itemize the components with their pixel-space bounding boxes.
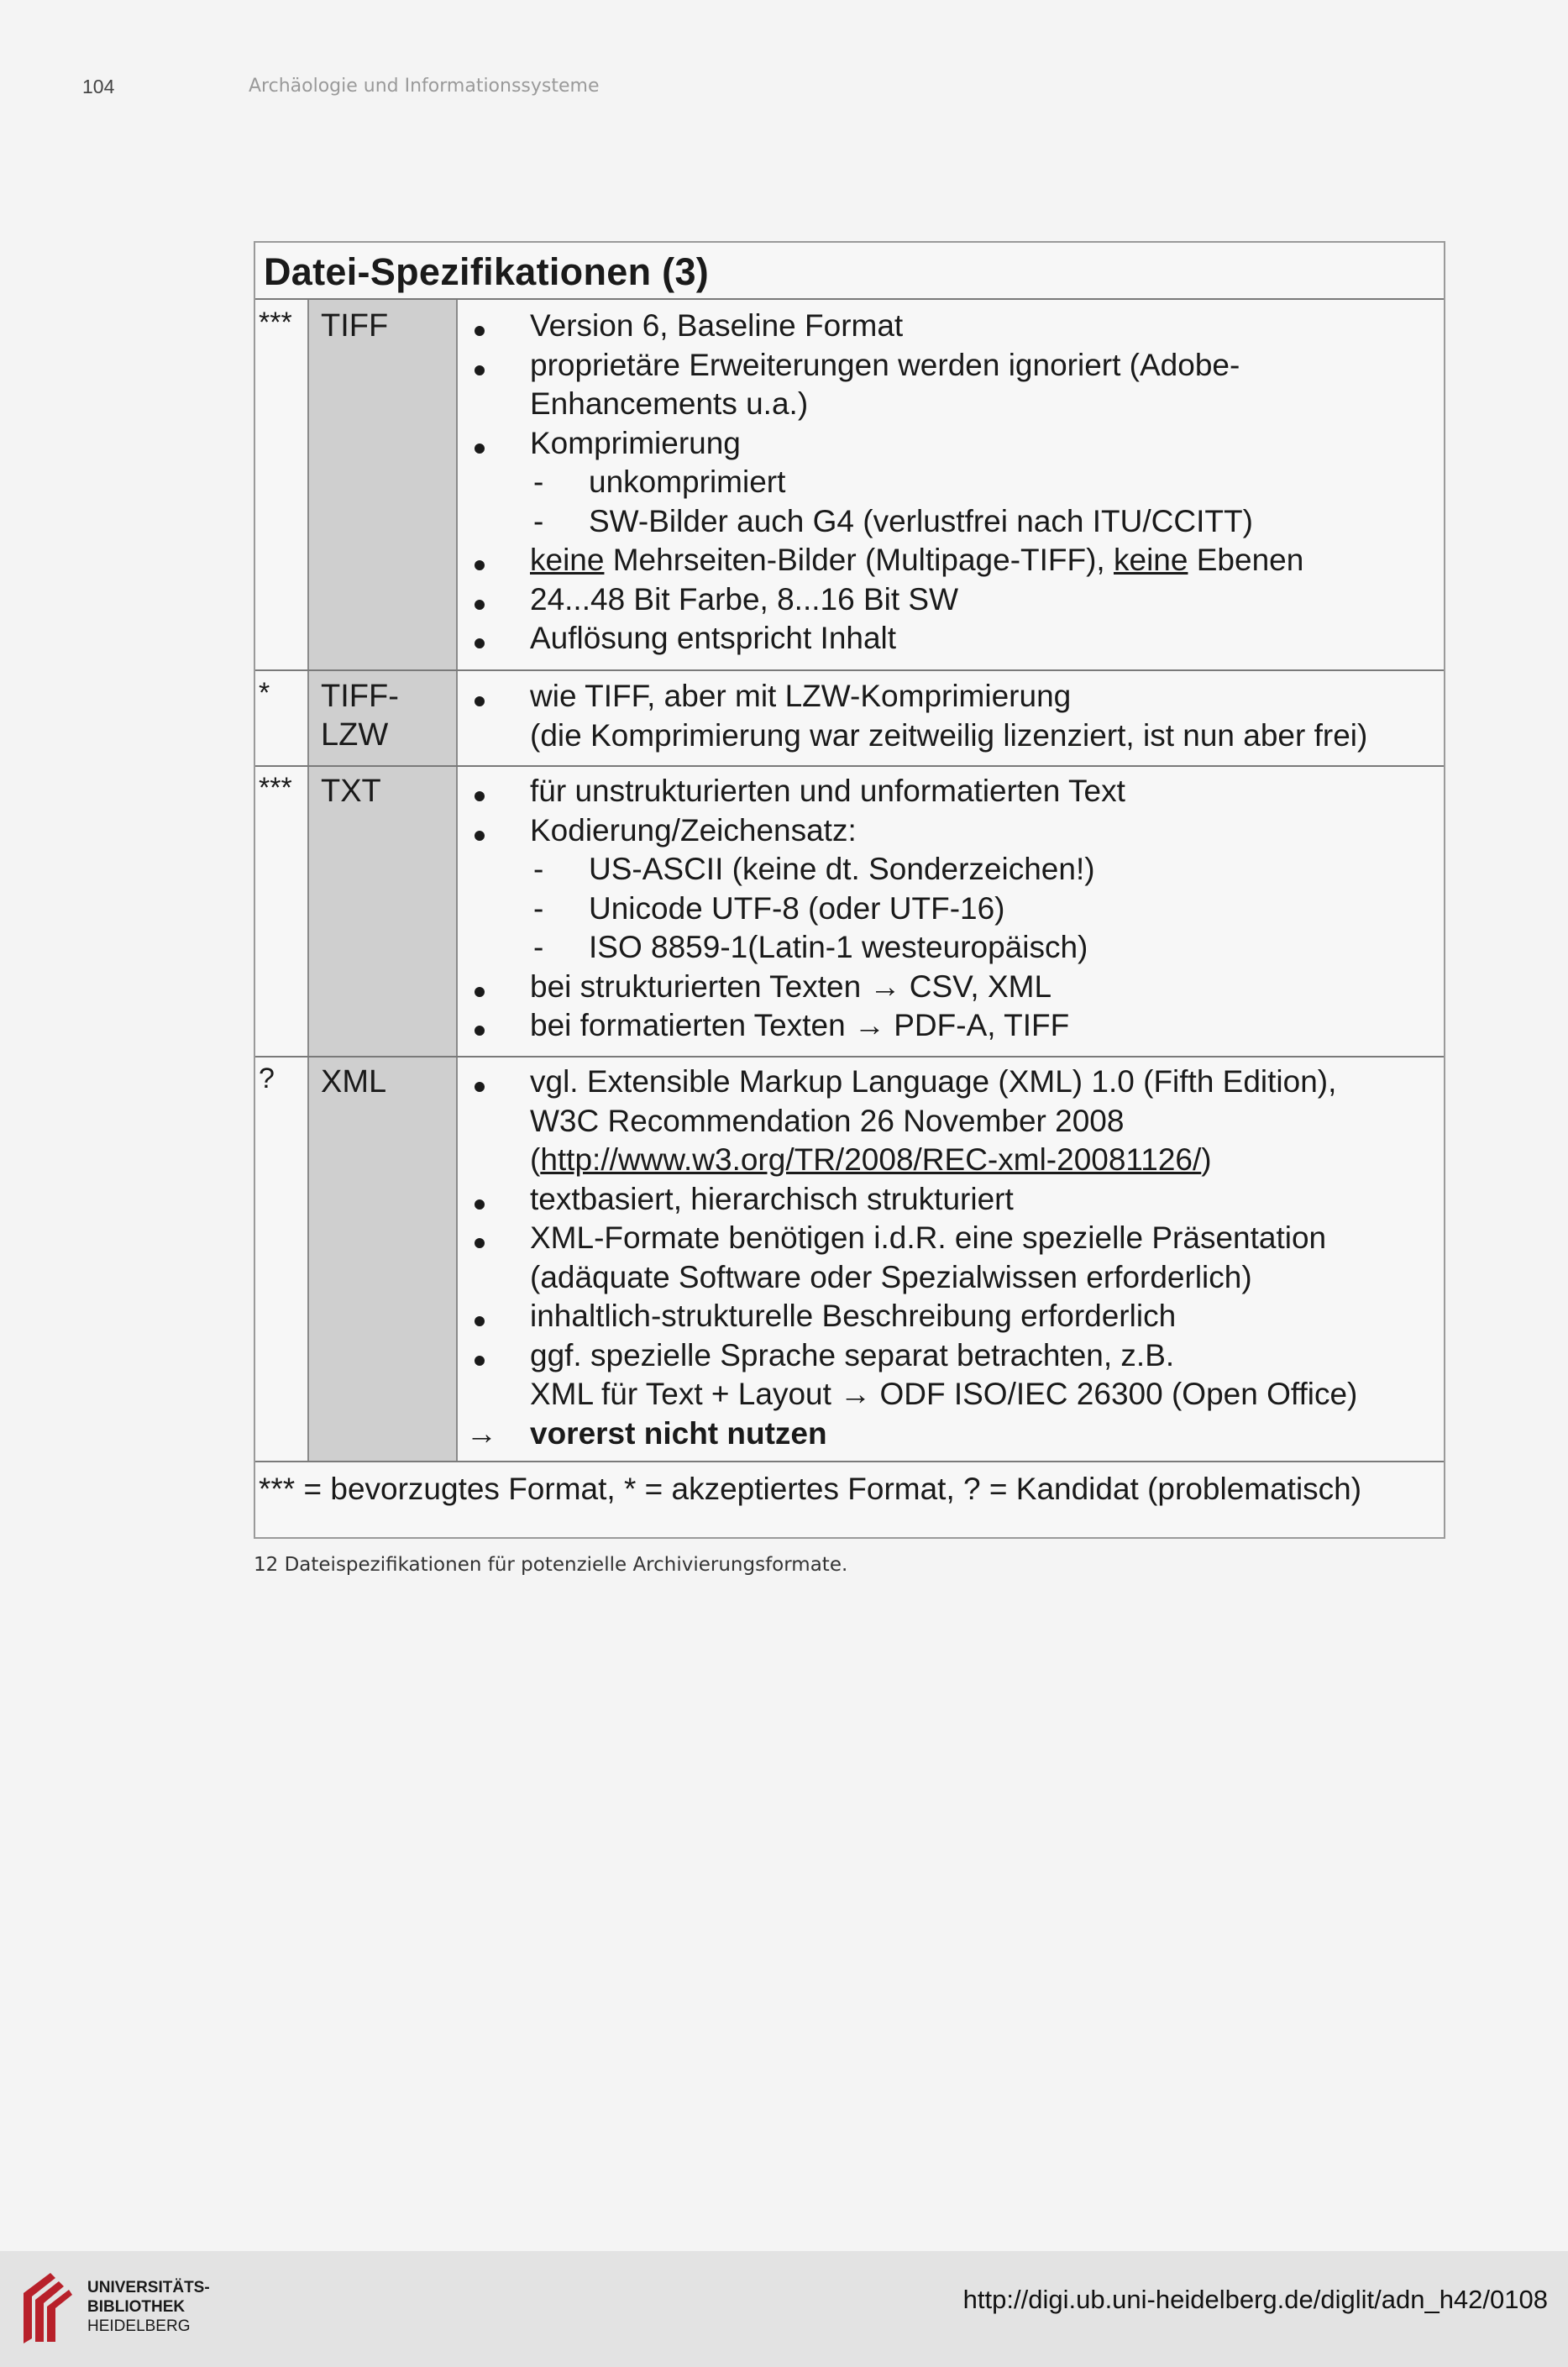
rating-mark: ? [259, 1063, 275, 1094]
list-item [466, 463, 1444, 502]
item-text: bei formatierten Texten → PDF-A, TIFF [530, 1008, 1070, 1042]
format-name: XML [321, 1064, 387, 1100]
bullet-icon [466, 677, 485, 716]
rating-mark: *** [259, 772, 292, 804]
item-text: ) [1201, 1142, 1212, 1177]
list-item [466, 677, 1444, 716]
list-item [466, 1141, 1444, 1180]
item-text: inhaltlich-strukturelle Beschreibung erforderlich [530, 1299, 1177, 1333]
list-item [466, 1258, 1444, 1298]
list-item [466, 385, 1444, 424]
rating-mark: * [259, 677, 270, 709]
library-name [87, 2278, 210, 2336]
item-text: Mehrseiten-Bilder (Multipage-TIFF), [604, 543, 1114, 577]
dash-marker: - [533, 852, 544, 886]
list-item [466, 346, 1444, 386]
library-logo-icon [17, 2270, 76, 2345]
list-item [466, 307, 1444, 346]
table-title: Datei-Spezifikationen (3) [264, 250, 710, 293]
item-text: Ebenen [1188, 543, 1304, 577]
item-text: (die Komprimierung war zeitweilig lizenziert, ist nun aber frei) [530, 717, 1368, 753]
list-item [466, 424, 1444, 464]
item-text: Version 6, Baseline Format [530, 308, 904, 343]
bullet-icon [466, 811, 485, 851]
item-text: (adäquate Software oder Spezialwissen erforderlich) [530, 1259, 1252, 1294]
bullet-icon [466, 1219, 485, 1258]
item-text: wie TIFF, aber mit LZW-Komprimierung [530, 679, 1072, 713]
page-header [82, 76, 600, 98]
format-name: TXT [321, 774, 381, 809]
item-text: ( [530, 1142, 541, 1177]
list-item [466, 1297, 1444, 1336]
source-url-link[interactable]: http://digi.ub.uni-heidelberg.de/diglit/adn_h42/0108 [962, 2285, 1548, 2314]
page-number: 104 [82, 76, 115, 97]
item-text: Komprimierung [530, 425, 741, 460]
underlined-text: http://www.w3.org/TR/2008/REC-xml-20081126/ [540, 1142, 1202, 1177]
rating-mark: *** [259, 307, 292, 339]
item-text: 24...48 Bit Farbe, 8...16 Bit SW [530, 581, 959, 617]
list-item [466, 1006, 1444, 1046]
bullet-icon [466, 1063, 485, 1102]
bullet-icon [466, 580, 485, 620]
table-legend: *** = bevorzugtes Format, * = akzeptiertes Format, ? = Kandidat (problematisch) [259, 1472, 1362, 1506]
bullet-icon [466, 968, 485, 1007]
item-text: proprietäre Erweiterungen werden ignoriert (Adobe- [530, 347, 1240, 382]
format-name: TIFF [321, 308, 389, 344]
item-text: XML für Text + Layout → ODF ISO/IEC 26300 (Open Office) [530, 1377, 1358, 1411]
list-item [466, 968, 1444, 1007]
library-name-line: BIBLIOTHEK [87, 2298, 186, 2316]
item-text: Auflösung entspricht Inhalt [530, 621, 897, 655]
bullet-icon [466, 424, 485, 464]
format-cell [307, 300, 458, 669]
list-item [466, 1336, 1444, 1376]
item-text: vorerst nicht nutzen [530, 1415, 827, 1451]
bullet-icon [466, 619, 485, 659]
list-item [466, 580, 1444, 620]
bullet-icon [466, 1336, 485, 1376]
item-text: ggf. spezielle Sprache separat betrachten, z.B. [530, 1337, 1175, 1372]
list-item [466, 1063, 1444, 1102]
format-description-list [466, 1063, 1444, 1453]
item-text: unkomprimiert [589, 464, 786, 499]
bullet-icon [466, 541, 485, 580]
list-item [466, 1375, 1444, 1414]
figure-caption: 12 Dateispezifikationen für potenzielle Archivierungsformate. [254, 1554, 848, 1576]
item-text: textbasiert, hierarchisch strukturiert [530, 1181, 1014, 1216]
dash-marker: - [533, 930, 544, 964]
format-name: LZW [321, 717, 389, 753]
bullet-icon [466, 772, 485, 811]
item-text: vgl. Extensible Markup Language (XML) 1.0 (Fifth Edition), [530, 1064, 1337, 1099]
item-text: US-ASCII (keine dt. Sonderzeichen!) [589, 852, 1095, 886]
list-item [466, 1102, 1444, 1142]
item-text: Enhancements u.a.) [530, 386, 809, 421]
list-item [466, 502, 1444, 542]
bullet-icon [466, 1297, 485, 1336]
dash-marker: - [533, 503, 544, 538]
list-item [466, 716, 1444, 756]
underlined-text: keine [1114, 543, 1188, 577]
list-item [466, 850, 1444, 890]
item-text: ISO 8859-1(Latin-1 westeuropäisch) [589, 930, 1088, 964]
library-name-line: UNIVERSITÄTS- [87, 2279, 210, 2296]
specification-table [254, 241, 1445, 1539]
list-item [466, 619, 1444, 659]
underlined-text: keine [530, 543, 605, 577]
arrow-marker: → [466, 1415, 497, 1451]
running-title: Archäologie und Informationssysteme [249, 76, 600, 97]
item-text: für unstrukturierten und unformatierten Text [530, 774, 1125, 808]
bullet-icon [466, 1006, 485, 1046]
list-item [466, 890, 1444, 929]
format-cell [307, 1058, 458, 1461]
item-text: XML-Formate benötigen i.d.R. eine spezielle Präsentation [530, 1220, 1327, 1255]
format-description-list [466, 307, 1444, 659]
format-name: TIFF- [321, 679, 399, 714]
bullet-icon [466, 346, 485, 386]
format-description-list [466, 677, 1444, 755]
list-item [466, 1414, 1444, 1454]
list-item [466, 772, 1444, 811]
bullet-icon [466, 1180, 485, 1220]
row-divider [255, 1461, 1444, 1462]
item-text: Kodierung/Zeichensatz: [530, 812, 857, 848]
item-text: bei strukturierten Texten → CSV, XML [530, 968, 1052, 1004]
item-text: Unicode UTF-8 (oder UTF-16) [589, 890, 1005, 926]
item-text: SW-Bilder auch G4 (verlustfrei nach ITU/CCITT) [589, 503, 1253, 538]
list-item [466, 811, 1444, 851]
format-description-list [466, 772, 1444, 1046]
list-item [466, 928, 1444, 968]
footer-bar [0, 2251, 1568, 2367]
bullet-icon [466, 307, 485, 346]
list-item [466, 1219, 1444, 1258]
library-name-line: HEIDELBERG [87, 2317, 191, 2335]
list-item [466, 541, 1444, 580]
list-item [466, 1180, 1444, 1220]
dash-marker: - [533, 890, 544, 926]
item-text: W3C Recommendation 26 November 2008 [530, 1103, 1125, 1138]
dash-marker: - [533, 464, 544, 499]
